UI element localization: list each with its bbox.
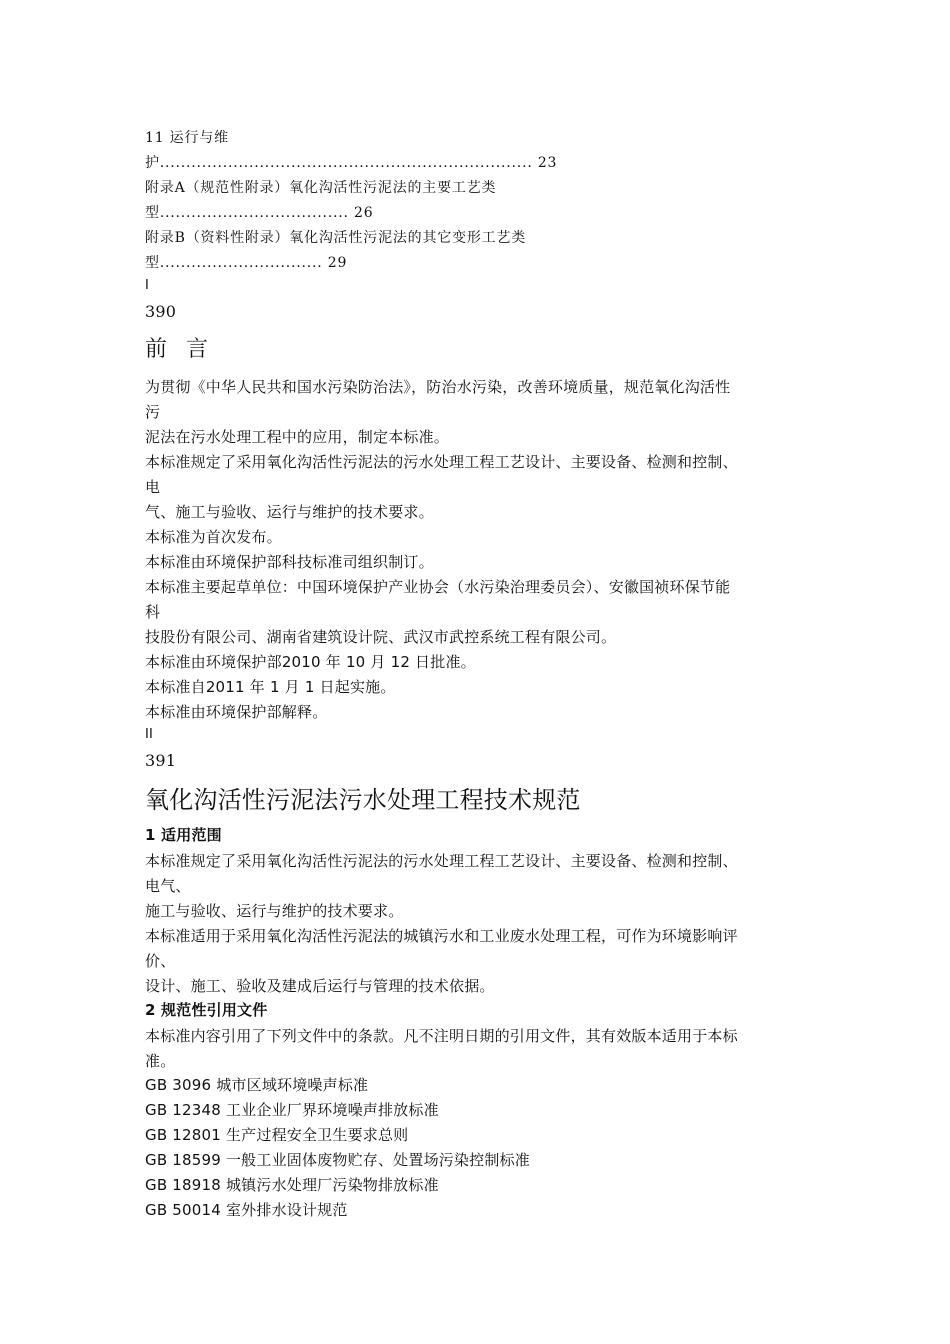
reference-item bbox=[145, 1175, 439, 1195]
body-line: 本标准内容引用了下列文件中的条款。凡不注明日期的引用文件，其有效版本适用于本标 bbox=[145, 1027, 738, 1045]
preface-line: 污 bbox=[145, 403, 161, 421]
roman-page-mark: I bbox=[145, 278, 150, 293]
reference-item bbox=[145, 1100, 439, 1120]
reference-code: GB 50014 bbox=[145, 1201, 221, 1219]
approval-line bbox=[145, 652, 476, 672]
preface-heading: 前 言 bbox=[145, 337, 214, 362]
preface-line: 本标准为首次发布。 bbox=[145, 528, 282, 546]
body-line: 价、 bbox=[145, 952, 176, 970]
reference-title: 生产过程安全卫生要求总则 bbox=[225, 1126, 409, 1144]
reference-title: 一般工业固体废物贮存、处置场污染控制标准 bbox=[225, 1151, 530, 1169]
toc-entry-line: 型............................... 29 bbox=[145, 255, 348, 271]
preface-line: 为贯彻《中华人民共和国水污染防治法》，防治水污染，改善环境质量，规范氧化沟活性 bbox=[145, 378, 731, 396]
effective-day: 1 bbox=[304, 678, 315, 696]
toc-entry-line: 11 运行与维 bbox=[145, 130, 229, 146]
body-line: 设计、施工、验收及建成后运行与管理的技术依据。 bbox=[145, 977, 495, 995]
toc-entry-line: 型.................................... 26 bbox=[145, 205, 374, 221]
body-line: 准。 bbox=[145, 1052, 176, 1070]
effective-month: 1 bbox=[269, 678, 280, 696]
preface-line: 本标准规定了采用氧化沟活性污泥法的污水处理工程工艺设计、主要设备、检测和控制、 bbox=[145, 453, 738, 471]
page-number: 390 bbox=[145, 302, 177, 321]
reference-title: 城镇污水处理厂污染物排放标准 bbox=[225, 1176, 439, 1194]
reference-title: 工业企业厂界环境噪声排放标准 bbox=[225, 1101, 439, 1119]
body-line: 施工与验收、运行与维护的技术要求。 bbox=[145, 902, 404, 920]
reference-code: GB 12348 bbox=[145, 1101, 221, 1119]
reference-item bbox=[145, 1150, 530, 1170]
body-line: 本标准规定了采用氧化沟活性污泥法的污水处理工程工艺设计、主要设备、检测和控制、 bbox=[145, 852, 738, 870]
roman-page-mark: II bbox=[145, 727, 154, 742]
reference-code: GB 12801 bbox=[145, 1126, 221, 1144]
preface-line: 泥法在污水处理工程中的应用，制定本标准。 bbox=[145, 428, 450, 446]
reference-title: 城市区域环境噪声标准 bbox=[216, 1076, 369, 1094]
body-line: 电气、 bbox=[145, 877, 191, 895]
effective-year-unit: 年 bbox=[244, 678, 265, 696]
reference-title: 室外排水设计规范 bbox=[225, 1201, 348, 1219]
interpret-line: 本标准由环境保护部解释。 bbox=[145, 703, 328, 721]
approval-day: 12 bbox=[390, 653, 411, 671]
reference-code: GB 18599 bbox=[145, 1151, 221, 1169]
toc-entry-line: 附录B（资料性附录）氧化沟活性污泥法的其它变形工艺类 bbox=[145, 230, 527, 246]
reference-item bbox=[145, 1125, 408, 1145]
approval-year-unit: 年 bbox=[320, 653, 341, 671]
approval-prefix: 本标准由环境保护部 bbox=[145, 653, 282, 671]
approval-suffix: 日批准。 bbox=[410, 653, 476, 671]
section-heading: 1 适用范围 bbox=[145, 826, 222, 844]
document-title: 氧化沟活性污泥法污水处理工程技术规范 bbox=[145, 786, 581, 814]
effective-suffix: 日起实施。 bbox=[314, 678, 396, 696]
preface-line: 本标准主要起草单位：中国环境保护产业协会（水污染治理委员会）、安徽国祯环保节能 bbox=[145, 578, 731, 596]
approval-month: 10 bbox=[345, 653, 366, 671]
preface-line: 气、施工与验收、运行与维护的技术要求。 bbox=[145, 503, 434, 521]
preface-line: 技股份有限公司、湖南省建筑设计院、武汉市武控系统工程有限公司。 bbox=[145, 628, 617, 646]
page-number: 391 bbox=[145, 751, 177, 770]
reference-item bbox=[145, 1200, 348, 1220]
preface-line: 电 bbox=[145, 478, 161, 496]
reference-item bbox=[145, 1075, 368, 1095]
preface-line: 科 bbox=[145, 603, 161, 621]
effective-line bbox=[145, 677, 396, 697]
reference-code: GB 18918 bbox=[145, 1176, 221, 1194]
section-heading: 2 规范性引用文件 bbox=[145, 1001, 268, 1019]
reference-code: GB 3096 bbox=[145, 1076, 212, 1094]
effective-year: 2011 bbox=[205, 678, 245, 696]
toc-entry-line: 护....................................................................... 23 bbox=[145, 155, 558, 171]
body-line: 本标准适用于采用氧化沟活性污泥法的城镇污水和工业废水处理工程，可作为环境影响评 bbox=[145, 927, 738, 945]
effective-prefix: 本标准自 bbox=[145, 678, 206, 696]
approval-year: 2010 bbox=[281, 653, 321, 671]
effective-month-unit: 月 bbox=[279, 678, 300, 696]
toc-entry-line: 附录A（规范性附录）氧化沟活性污泥法的主要工艺类 bbox=[145, 180, 497, 196]
preface-line: 本标准由环境保护部科技标准司组织制订。 bbox=[145, 553, 434, 571]
approval-month-unit: 月 bbox=[365, 653, 386, 671]
